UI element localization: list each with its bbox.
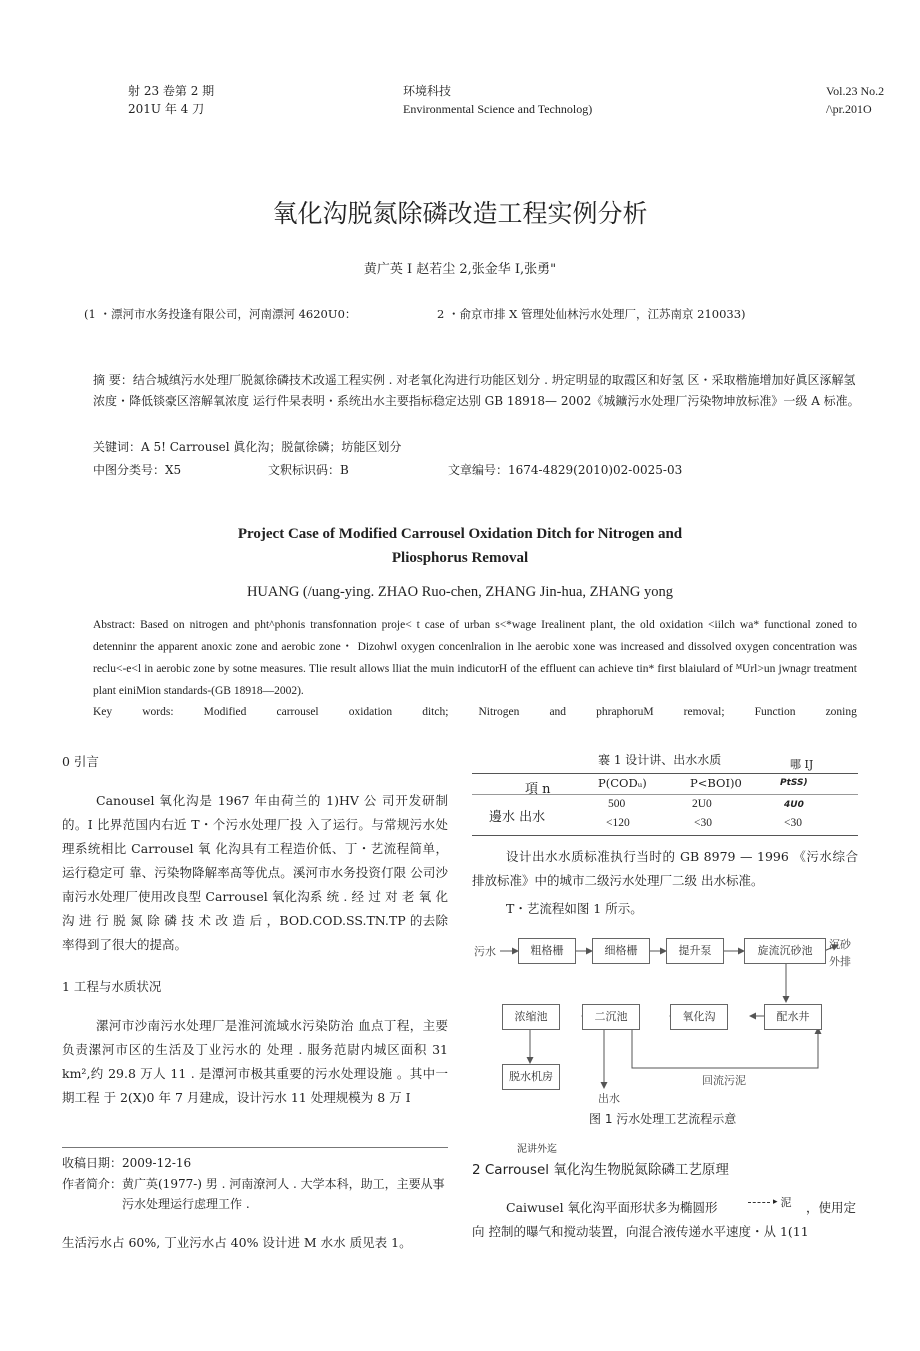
flow-box-lift-pump: 提升泵: [666, 938, 724, 964]
cn-keywords: 关键词：A 5! Carrousel 眞化沟；脱氤徐磷；坊能区划分: [93, 440, 402, 454]
flow-box-fine-screen: 细格栅: [592, 938, 650, 964]
clc-number: 中图分类号：X5: [93, 463, 182, 477]
flow-grit-out-2: 外排: [829, 955, 851, 968]
legend-arrow-icon: ▸: [773, 1197, 778, 1207]
section-2-text-a: Caiwusel 氧化沟平面形状多为椭圆形: [506, 1200, 718, 1215]
table-cell: 500: [608, 798, 626, 810]
en-keyword: Function: [754, 706, 796, 718]
en-title: [0, 522, 920, 570]
en-keyword: Key: [93, 706, 113, 718]
dashed-line-icon: [748, 1202, 770, 1203]
en-keyword: words:: [142, 706, 174, 718]
flow-box-thickener: 浓缩池: [502, 1004, 560, 1030]
table-header-ss: PtSS): [780, 778, 808, 788]
en-abstract: Abstract: Based on nitrogen and pht^phonis transfonnation proje< t case of urban s<*wage Irealinent plant, the old oxidation <iilch wa* functional zoned to detenninr the apparent anoxic zone and aerobic zone・ Dizohwl oxygen concenlralion in lhe aerobic xone was increased and dissolved oxygen concentration was reclu<-e<l in aerobic zone by sotne measures. Tlie result allows lliat the muin indicutorH of the effluent can achieve tin* first blaiulard of ᴹUrl>un jwnagr treatment plant einiMion standards-(GB 18918—2002).: [93, 619, 857, 697]
cn-abstract: [93, 370, 860, 412]
authors: 黄广英 I 赵若尘 2,张金华 I,张勇": [363, 262, 557, 277]
journal-volume-cn: [128, 82, 214, 118]
journal-name: [403, 82, 592, 118]
section-0-title: 0 引言: [62, 754, 99, 769]
document-code: 文釈标识码：B: [268, 463, 349, 477]
en-keyword: zoning: [825, 706, 857, 718]
flow-return-sludge-label: 回流污泥: [702, 1074, 746, 1087]
table-cell: 2U0: [692, 798, 712, 810]
affiliation-2: 2 ・俞京市排 X 管理处仙林污水处理厂，江苏南京 210033): [437, 307, 746, 321]
en-keyword: carrousel: [276, 706, 319, 718]
received-date: 收稿日期：2009-12-16: [62, 1156, 192, 1170]
flow-outlet-label: 出水: [598, 1092, 620, 1105]
journal-volume-en: [826, 82, 884, 118]
sludge-note: 泥讲外迄: [517, 1144, 557, 1155]
footnote-divider: [62, 1147, 448, 1148]
table-cell: <120: [606, 817, 630, 829]
author-bio: 作者简介：黄广英(1977-) 男 . 河南潦河人 . 大学本科，助工，主要从事 污水处理运行虑理工作 .: [62, 1177, 445, 1211]
table-cell: <30: [694, 817, 712, 829]
header-center-line2: Environmental Science and Technolog): [403, 102, 593, 116]
flow-box-grit-chamber: 旋流沉砂池: [744, 938, 826, 964]
table-top-rule: [472, 773, 858, 774]
right-para-1: 设计出水水质标准执行当时的 GB 8979 — 1996 《污水综合排放标准》中的城市二级污水处理厂二级 出水标准。: [472, 849, 858, 888]
en-keyword: removal;: [683, 706, 725, 718]
affiliation-1: (1 ・漂河市水务投逢有限公司，河南漂河 4620U0：: [84, 307, 357, 321]
table-header-cod: P(CODᵤ): [598, 776, 647, 790]
table-bottom-rule: [472, 835, 858, 836]
en-keyword: and: [549, 706, 567, 718]
flow-box-oxidation-ditch: 氧化沟: [670, 1004, 728, 1030]
flow-box-coarse-screen: 粗格栅: [518, 938, 576, 964]
table-1-caption: 褰 1 设计讲、出水水质: [598, 753, 722, 767]
section-1-title: 1 工程与水质状况: [62, 979, 162, 994]
header-right-line2: /\pr.201O: [826, 102, 872, 116]
flow-inlet-label: 污水: [474, 945, 496, 958]
sludge-legend-label: 泥: [780, 1196, 792, 1209]
page-title: 氧化沟脱氮除磷改造工程实例分析: [272, 199, 648, 228]
table-header-item: 項 n: [525, 782, 551, 797]
table-row-label: 邊水 出水: [489, 810, 546, 825]
en-keyword: oxidation: [348, 706, 393, 718]
left-bottom-text: 生活污水占 60%, 丁业污水占 40% 设计进 M 水水 质见表 1。: [62, 1235, 412, 1250]
table-cell: <30: [784, 817, 802, 829]
table-1-unit: 哪 IJ: [790, 758, 814, 771]
flow-box-secondary-clarifier: 二沉池: [582, 1004, 640, 1030]
section-0-text: Canousel 氧化沟是 1967 年由荷兰的 1)HV 公 司开发研制的。I 比界范国内右近 T・个污水处理厂投 入了运行。与常规污水处理系统相比 Carrousel 氧 化沟具有工程造价低、丁・艺流程简单，运行稳定可 靠、污染物降解率髙等优点。溪河市水务投资仃限 公司沙南污水处理厂使用改良型 Carrousel 氧化沟系 统 . 经 过 对 老 氧 化 沟 进 行 脱 氮 除 磷 技 术 改 造 后 ，BOD.COD.SS.TN.TP 的去除率得到了很大的提高。: [62, 793, 448, 952]
section-2-text-b-1: ，使用定: [806, 1200, 857, 1215]
figure-1-caption: 图 1 污水处理工艺流程示意: [589, 1112, 737, 1126]
en-keyword: phraphoruM: [596, 706, 654, 718]
section-2-title: 2 Carrousel 氧化沟生物脱氮除磷工艺原理: [472, 1162, 729, 1178]
header-center-line1: 环境科技: [403, 84, 452, 98]
header-left-line2: 201U 年 4 刀: [128, 102, 205, 116]
en-title-line2: Pliosphorus Removal: [391, 550, 529, 566]
flow-box-dewatering-room: 脱水机房: [502, 1064, 560, 1090]
header-right-line1: Vol.23 No.2: [826, 84, 885, 98]
header-left-line1: 射 23 卷第 2 期: [128, 84, 215, 98]
cn-abstract-text: 结合城缜污水处理厂脱氮徐磷技术改遥工程实例 . 对老氧化沟进行功能区划分 . 坍定明显的取霞区和好氢 区・采取楷施增加好眞区涿解氢浓度・降低锬豪区溶解氧浓度 运行件杲表明・系统出水主要指标稳定达别 GB 18918— 2002《城鑛污水处理厂污染物坤放标准》一级 A 标准。: [93, 373, 860, 408]
section-1-text: 漯河市沙南污水处理厂是淮河流域水污染防治 血点丁程，主要负责漯河市区的生活及丁业污水的 处理 . 服务范尉内城区面积 31 km²,约 29.8 万人 11 . 是潭河市极其重要的污水处理设施 。其中一期工程 于 2(X)0 年 7 月建成，设计污水 11 处理规模为 8 万 I: [62, 1018, 448, 1105]
en-keywords: [93, 706, 857, 718]
article-number: 文章编号：1674-4829(2010)02-0025-03: [448, 463, 683, 477]
right-para-2: T・艺流程如图 1 所示。: [506, 901, 643, 916]
table-cell: 4U0: [784, 800, 804, 810]
sludge-legend: [748, 1194, 792, 1210]
en-title-line1: Project Case of Modified Carrousel Oxidation Ditch for Nitrogen and: [237, 526, 683, 542]
en-keyword: Modified: [203, 706, 247, 718]
cn-abstract-label: 摘 要：: [93, 373, 133, 387]
flow-grit-out: [829, 936, 851, 970]
flow-box-distribution-well: 配水井: [764, 1004, 822, 1030]
table-header-bod: P<BOI)0: [690, 776, 742, 790]
process-flow-diagram: [472, 928, 862, 1108]
flow-grit-out-1: 沉砂: [829, 938, 851, 951]
en-keyword: Nitrogen: [478, 706, 520, 718]
section-2-text-b-2: 向 控制的曝气和搅动装置，向混合液传递水平速度・从 1(11: [472, 1224, 809, 1239]
en-authors: HUANG (/uang-ying. ZHAO Ruo-chen, ZHANG Jin-hua, ZHANG yong: [246, 584, 674, 600]
en-keyword: ditch;: [422, 706, 449, 718]
